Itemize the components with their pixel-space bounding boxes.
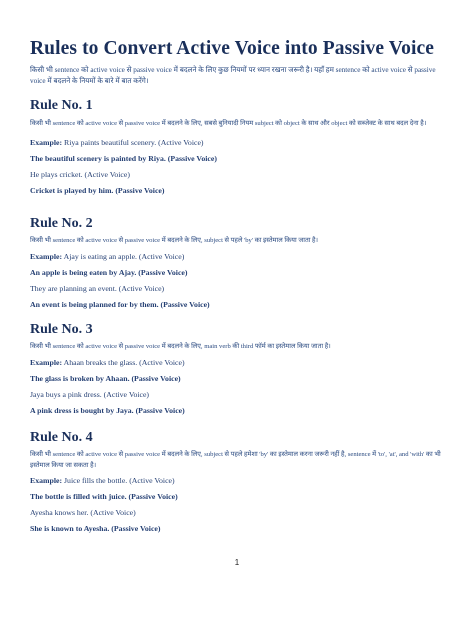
example-active [30,358,448,368]
example-label: Example: [30,357,63,367]
rule-heading: Rule No. 3 [30,322,93,337]
example-active-text: Riya paints beautiful scenery. (Active Voice) [62,137,204,147]
rule-description: किसी भी sentence को active voice से passive voice में बदलने के लिए, सबसे बुनियादी नियम subject को object के साथ और object को सब्जेक्ट के साथ बदल देना है। [30,120,427,127]
rule-section-2 [30,216,448,310]
second-active: Ayesha knows her. (Active Voice) [30,508,136,517]
second-active: They are planning an event. (Active Voice) [30,283,165,293]
example-active [30,476,448,486]
second-active: He plays cricket. (Active Voice) [30,169,130,179]
rule-description: किसी भी sentence को active voice से passive voice में बदलने के लिए, subject से पहले हमेशा 'by' का इस्तेमाल करना जरूरी नहीं है, sentence में 'to', 'at', and 'with' का भी इस्तेमाल किया जा सकता है। [30,451,441,469]
rule-description: किसी भी sentence को active voice से passive voice में बदलने के लिए, subject से पहले 'by' का इस्तेमाल किया जाता है। [30,237,319,244]
example-passive: The bottle is filled with juice. (Passive Voice) [30,492,178,501]
example-label: Example: [30,476,63,485]
example-passive: The beautiful scenery is painted by Riya. (Passive Voice) [30,153,217,163]
example-active [30,252,448,262]
page-number: 1 [234,558,240,567]
example-active-text: Ahaan breaks the glass. (Active Voice) [62,357,185,367]
example-active-text: Juice fills the bottle. (Active Voice) [62,476,175,485]
second-passive: An event is being planned for by them. (Passive Voice) [30,299,210,309]
example-passive: An apple is being eaten by Ajay. (Passive Voice) [30,267,188,277]
rule-section-1 [30,98,448,196]
rule-description: किसी भी sentence को active voice से passive voice में बदलने के लिए, main verb की third फॉर्म का इस्तेमाल किया जाता है। [30,343,331,350]
example-passive: The glass is broken by Ahaan. (Passive Voice) [30,373,181,383]
rule-section-4 [30,430,448,534]
example-label: Example: [30,137,63,147]
rule-section-3 [30,322,448,416]
example-active [30,138,448,148]
rule-heading: Rule No. 1 [30,98,93,113]
second-passive: Cricket is played by him. (Passive Voice) [30,185,165,195]
rule-heading: Rule No. 4 [30,430,93,445]
second-passive: A pink dress is bought by Jaya. (Passive Voice) [30,405,185,415]
example-label: Example: [30,251,63,261]
intro-paragraph: किसी भी sentence को active voice से passive voice में बदलने के लिए कुछ नियमों पर ध्यान रखना जरूरी है। यहाँ हम sentence को active voice से passive voice में बदलने के नियमों के बारे में बात करेंगे। [30,66,436,85]
page-title: Rules to Convert Active Voice into Passive Voice [30,38,434,59]
rule-heading: Rule No. 2 [30,216,93,231]
second-active: Jaya buys a pink dress. (Active Voice) [30,389,150,399]
example-active-text: Ajay is eating an apple. (Active Voice) [62,251,185,261]
second-passive: She is known to Ayesha. (Passive Voice) [30,524,161,533]
